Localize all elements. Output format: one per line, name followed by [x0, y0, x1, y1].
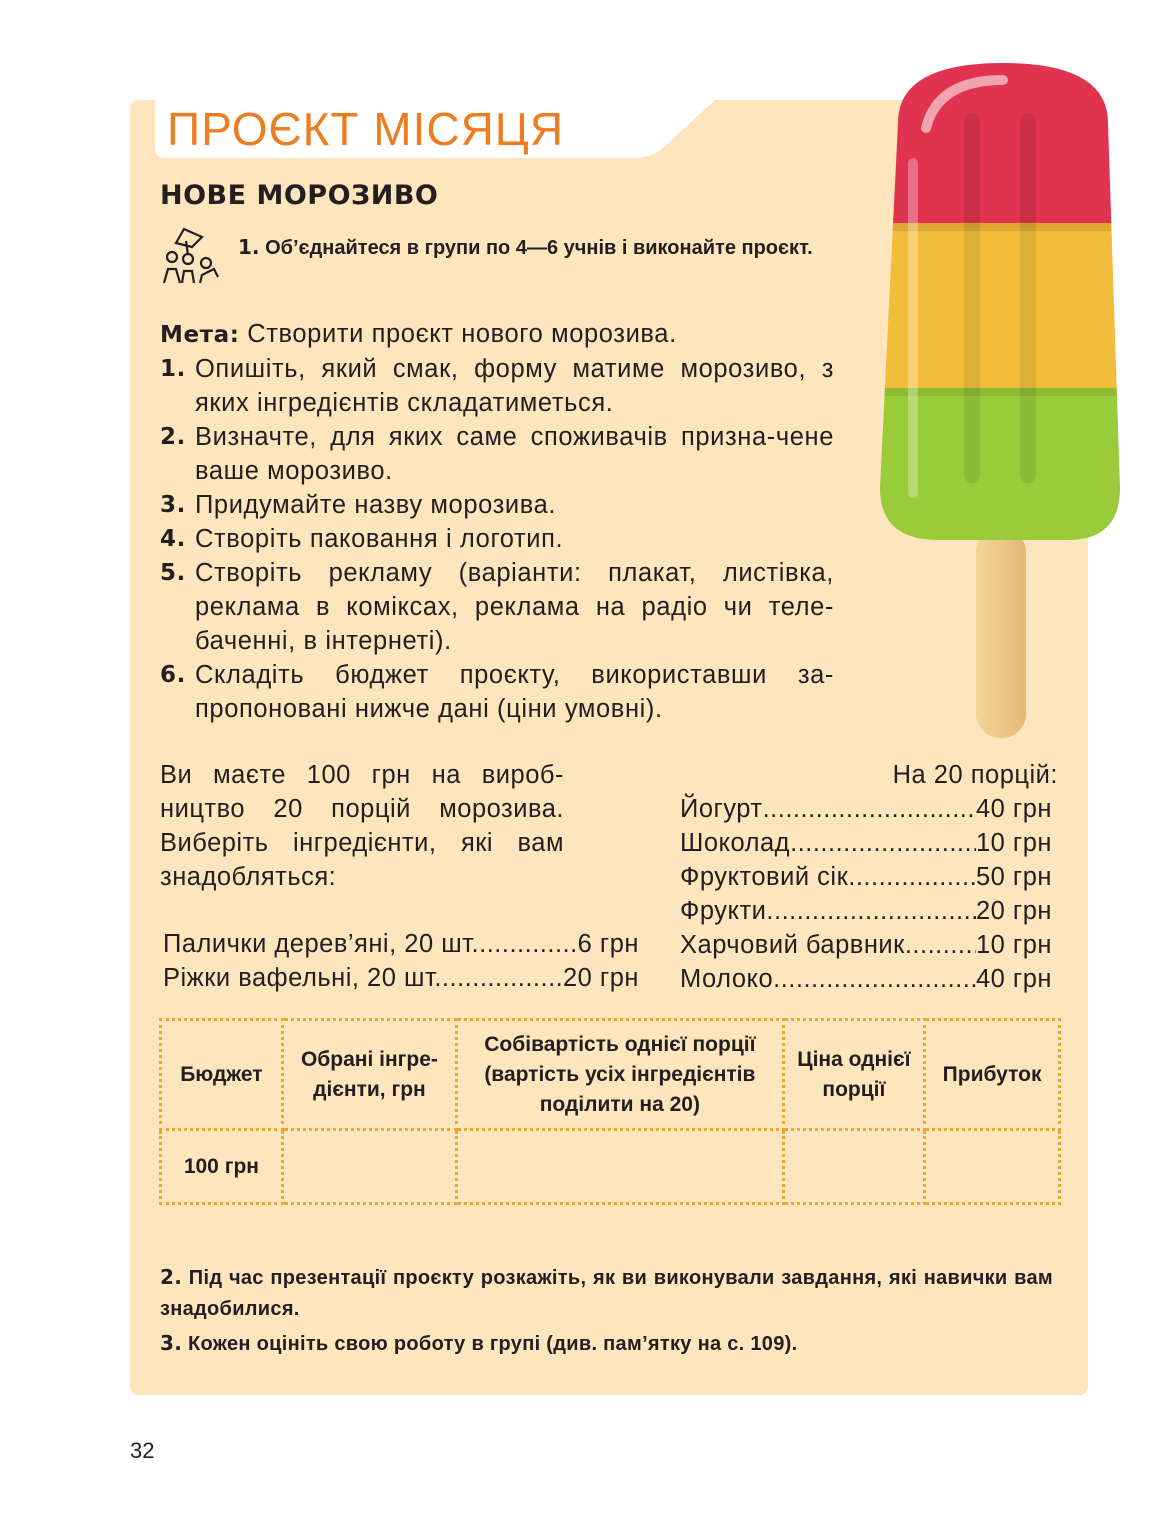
title-tab: [155, 100, 715, 158]
ingredient-price: 10 грн: [975, 931, 1052, 959]
cell-budget: 100 грн: [161, 1130, 283, 1204]
extras-list: [163, 927, 639, 995]
budget-intro: Ви маєте 100 грн на вироб-ництво 20 порцій морозива. Виберіть інгредієнти, які вам знадобляться:: [160, 761, 564, 891]
header-unit-cost: Собівартість однієї порції (вартість усіх інгредієнтів поділити на 20): [457, 1020, 784, 1130]
prices-header: На 20 порцій:: [892, 761, 1058, 789]
table-row: [161, 1130, 1060, 1204]
step-item: [160, 522, 834, 556]
step-item: [160, 488, 834, 522]
goal-line: [160, 317, 834, 352]
cell-unit-cost[interactable]: [457, 1130, 784, 1204]
step-item: [160, 658, 834, 726]
cell-unit-price[interactable]: [783, 1130, 924, 1204]
header-ingredients: Обрані інгре-дієнти, грн: [282, 1020, 456, 1130]
goal-block: [160, 317, 834, 726]
cell-ingredients[interactable]: [282, 1130, 456, 1204]
step-number: 4.: [160, 526, 186, 552]
budget-table: [159, 1018, 1061, 1205]
step-number: 2.: [160, 424, 186, 450]
ingredient-item: [680, 962, 1052, 996]
header-unit-price: Ціна однієї порції: [783, 1020, 924, 1130]
step-text: Опишіть, який смак, форму матиме морозиво, з яких інгредієнтів складатиметься.: [195, 355, 834, 417]
cell-profit[interactable]: [925, 1130, 1060, 1204]
step-text: Визначте, для яких саме споживачів призна-чене ваше морозиво.: [195, 423, 834, 485]
ingredient-price: 10 грн: [975, 829, 1052, 857]
task-1: [238, 232, 834, 263]
task-3: [160, 1328, 1053, 1360]
ingredient-name: Харчовий барвник: [680, 931, 905, 959]
task-2: [160, 1262, 1053, 1325]
extra-name: Палички дерев’яні, 20 шт.: [163, 930, 480, 958]
extra-price: 20 грн: [562, 964, 639, 992]
step-text: Складіть бюджет проєкту, використавши за-пропоновані нижче дані (ціни умовні).: [195, 661, 834, 723]
ingredient-name: Фрукти: [680, 897, 767, 925]
step-text: Придумайте назву морозива.: [195, 491, 557, 519]
step-number: 1.: [160, 356, 186, 382]
table-header-row: [161, 1020, 1060, 1130]
ingredient-price: 20 грн: [975, 897, 1052, 925]
ingredient-item: [680, 894, 1052, 928]
extra-name: Ріжки вафельні, 20 шт.: [163, 964, 442, 992]
task-2-number: 2.: [160, 1265, 183, 1289]
page-number: 32: [130, 1438, 155, 1463]
task-3-text: Кожен оцініть свою роботу в групі (див. пам’ятку на с. 109).: [187, 1333, 798, 1355]
ingredient-name: Молоко: [680, 965, 774, 993]
ingredient-item: [680, 826, 1052, 860]
extra-item: [163, 961, 639, 995]
ingredient-price: 40 грн: [975, 795, 1052, 823]
goal-label: Мета:: [160, 322, 240, 348]
step-item: [160, 556, 834, 658]
extra-price: 6 грн: [577, 930, 639, 958]
task-2-text: Під час презентації проєкту розкажіть, як ви виконували завдання, які навички вам знадобилися.: [160, 1267, 1054, 1320]
step-number: 5.: [160, 560, 186, 586]
extra-item: [163, 927, 639, 961]
popsicle-illustration: [878, 58, 1128, 743]
task-3-number: 3.: [160, 1331, 183, 1355]
ingredient-item: [680, 928, 1052, 962]
project-title: ПРОЄКТ МІСЯЦЯ: [167, 103, 565, 155]
group-work-icon: [158, 225, 222, 287]
ingredient-name: Шоколад: [680, 829, 791, 857]
step-text: Створіть рекламу (варіанти: плакат, листівка, реклама в коміксах, реклама на радіо чи теле-баченні, в інтернеті).: [195, 559, 834, 655]
header-budget: Бюджет: [161, 1020, 283, 1130]
ingredient-item: [680, 792, 1052, 826]
step-item: [160, 352, 834, 420]
header-profit: Прибуток: [925, 1020, 1060, 1130]
ingredient-name: Йогурт: [680, 795, 763, 823]
goal-text: Створити проєкт нового морозива.: [247, 320, 677, 348]
step-text: Створіть паковання і логотип.: [195, 525, 564, 553]
step-number: 3.: [160, 492, 186, 518]
ingredient-price: 40 грн: [975, 965, 1052, 993]
task-1-number: 1.: [238, 235, 260, 259]
ingredient-name: Фруктовий сік: [680, 863, 849, 891]
section-heading: НОВЕ МОРОЗИВО: [160, 180, 439, 211]
ingredient-prices: [680, 758, 1058, 996]
ingredient-price: 50 грн: [975, 863, 1052, 891]
task-1-text: Об’єднайтеся в групи по 4—6 учнів і виконайте проєкт.: [265, 237, 813, 259]
step-number: 6.: [160, 662, 186, 688]
ingredient-item: [680, 860, 1052, 894]
step-item: [160, 420, 834, 488]
